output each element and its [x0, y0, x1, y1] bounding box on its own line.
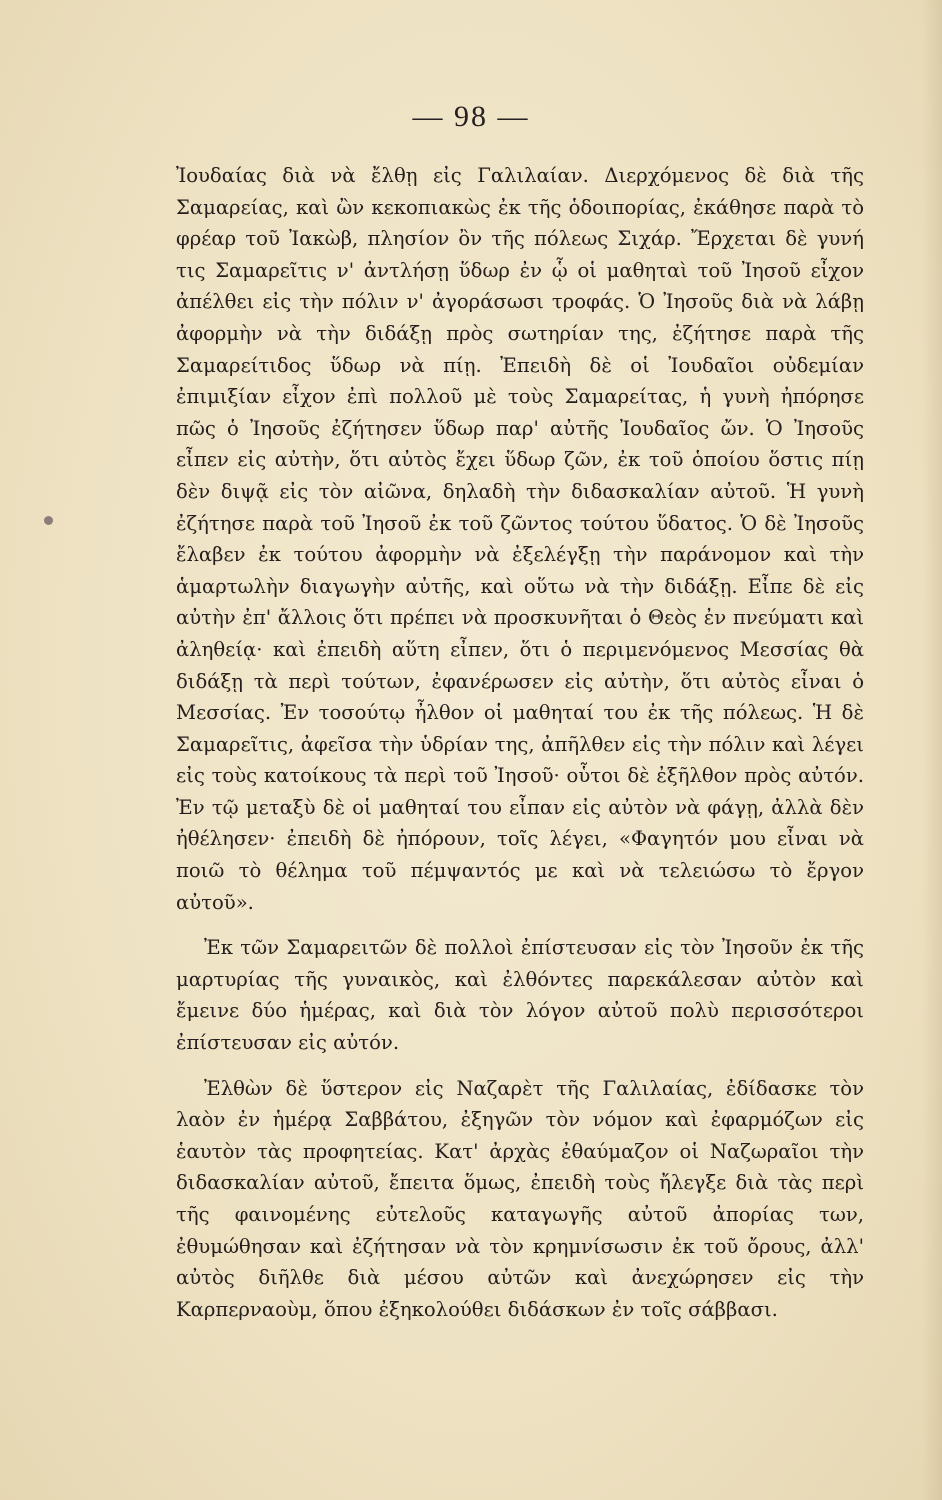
page-edge-shadow — [922, 0, 942, 1500]
margin-dot-mark — [44, 516, 53, 525]
body-text — [176, 160, 864, 1325]
paragraph-3: Ἐλθὼν δὲ ὕστερον εἰς Ναζαρὲτ τῆς Γαλιλαίας, ἐδίδασκε τὸν λαὸν ἐν ἡμέρᾳ Σαββάτου, ἐξηγῶν τὸν νόμον καὶ ἐφαρμόζων εἰς ἑαυτὸν τὰς προφητείας. Κατ' ἀρχὰς ἐθαύμαζον οἱ Ναζωραῖοι τὴν διδασκαλίαν αὐτοῦ, ἔπειτα ὅμως, ἐπειδὴ τοὺς ἤλεγξε διὰ τὰς περὶ τῆς φαινομένης εὐτελοῦς καταγωγῆς αὐτοῦ ἀπορίας των, ἐθυμώθησαν καὶ ἐζήτησαν νὰ τὸν κρημνίσωσιν ἐκ τοῦ ὄρους, ἀλλ' αὐτὸς διῆλθε διὰ μέσου αὐτῶν καὶ ἀνεχώρησεν εἰς τὴν Καρπερναοὺμ, ὅπου ἐξηκολούθει διδάσκων ἐν τοῖς σάββασι. — [176, 1076, 864, 1321]
paragraph-1: Ἰουδαίας διὰ νὰ ἔλθῃ εἰς Γαλιλαίαν. Διερχόμενος δὲ διὰ τῆς Σαμαρείας, καὶ ὢν κεκοπιακὼς ἐκ τῆς ὁδοιπορίας, ἐκάθησε παρὰ τὸ φρέαρ τοῦ Ἰακὼβ, πλησίον ὂν τῆς πόλεως Σιχάρ. Ἔρχεται δὲ γυνή τις Σαμαρεῖτις ν' ἀντλήσῃ ὕδωρ ἐν ᾧ οἱ μαθηταὶ τοῦ Ἰησοῦ εἶχον ἀπέλθει εἰς τὴν πόλιν ν' ἀγοράσωσι τροφάς. Ὁ Ἰησοῦς διὰ νὰ λάβῃ ἀφορμὴν νὰ τὴν διδάξῃ πρὸς σωτηρίαν της, ἐζήτησε παρὰ τῆς Σαμαρείτιδος ὕδωρ νὰ πίῃ. Ἐπειδὴ δὲ οἱ Ἰουδαῖοι οὐδεμίαν ἐπιμιξίαν εἶχον ἐπὶ πολλοῦ μὲ τοὺς Σαμαρείτας, ἡ γυνὴ ἠπόρησε πῶς ὁ Ἰησοῦς ἐζήτησεν ὕδωρ παρ' αὐτῆς Ἰουδαῖος ὤν. Ὁ Ἰησοῦς εἶπεν εἰς αὐτὴν, ὅτι αὐτὸς ἔχει ὕδωρ ζῶν, ἐκ τοῦ ὁποίου ὅστις πίῃ δὲν διψᾷ εἰς τὸν αἰῶνα, δηλαδὴ τὴν διδασκαλίαν αὐτοῦ. Ἡ γυνὴ ἐζήτησε παρὰ τοῦ Ἰησοῦ ἐκ τοῦ ζῶντος τούτου ὕδατος. Ὁ δὲ Ἰησοῦς ἔλαβεν ἐκ τούτου ἀφορμὴν νὰ ἐξελέγξῃ τὴν παράνομον καὶ τὴν ἁμαρτωλὴν διαγωγὴν αὐτῆς, καὶ οὕτω νὰ τὴν διδάξῃ. Εἶπε δὲ εἰς αὐτὴν ἐπ' ἄλλοις ὅτι πρέπει νὰ προσκυνῆται ὁ Θεὸς ἐν πνεύματι καὶ ἀληθείᾳ· καὶ ἐπειδὴ αὕτη εἶπεν, ὅτι ὁ περιμενόμενος Μεσσίας θὰ διδάξῃ τὰ περὶ τούτων, ἐφανέρωσεν εἰς αὐτὴν, ὅτι αὐτὸς εἶναι ὁ Μεσσίας. Ἐν τοσούτῳ ἦλθον οἱ μαθηταί του ἐκ τῆς πόλεως. Ἡ δὲ Σαμαρεῖτις, ἀφεῖσα τὴν ὑδρίαν της, ἀπῆλθεν εἰς τὴν πόλιν καὶ λέγει εἰς τοὺς κατοίκους τὰ περὶ τοῦ Ἰησοῦ· οὗτοι δὲ ἐξῆλθον πρὸς αὐτόν. Ἐν τῷ μεταξὺ δὲ οἱ μαθηταί του εἶπαν εἰς αὐτὸν νὰ φάγῃ, ἀλλὰ δὲν ἠθέλησεν· ἐπειδὴ δὲ ἠπόρουν, τοῖς λέγει, «Φαγητόν μου εἶναι νὰ ποιῶ τὸ θέλημα τοῦ πέμψαντός με καὶ νὰ τελειώσω τὸ ἔργον αὐτοῦ». — [176, 164, 864, 914]
paragraph-2: Ἐκ τῶν Σαμαρειτῶν δὲ πολλοὶ ἐπίστευσαν εἰς τὸν Ἰησοῦν ἐκ τῆς μαρτυρίας τῆς γυναικὸς, καὶ ἐλθόντες παρεκάλεσαν αὐτὸν καὶ ἔμεινε δύο ἡμέρας, καὶ διὰ τὸν λόγον αὐτοῦ πολὺ περισσότεροι ἐπίστευσαν εἰς αὐτόν. — [176, 936, 864, 1055]
page-number: — 98 — — [412, 100, 530, 133]
